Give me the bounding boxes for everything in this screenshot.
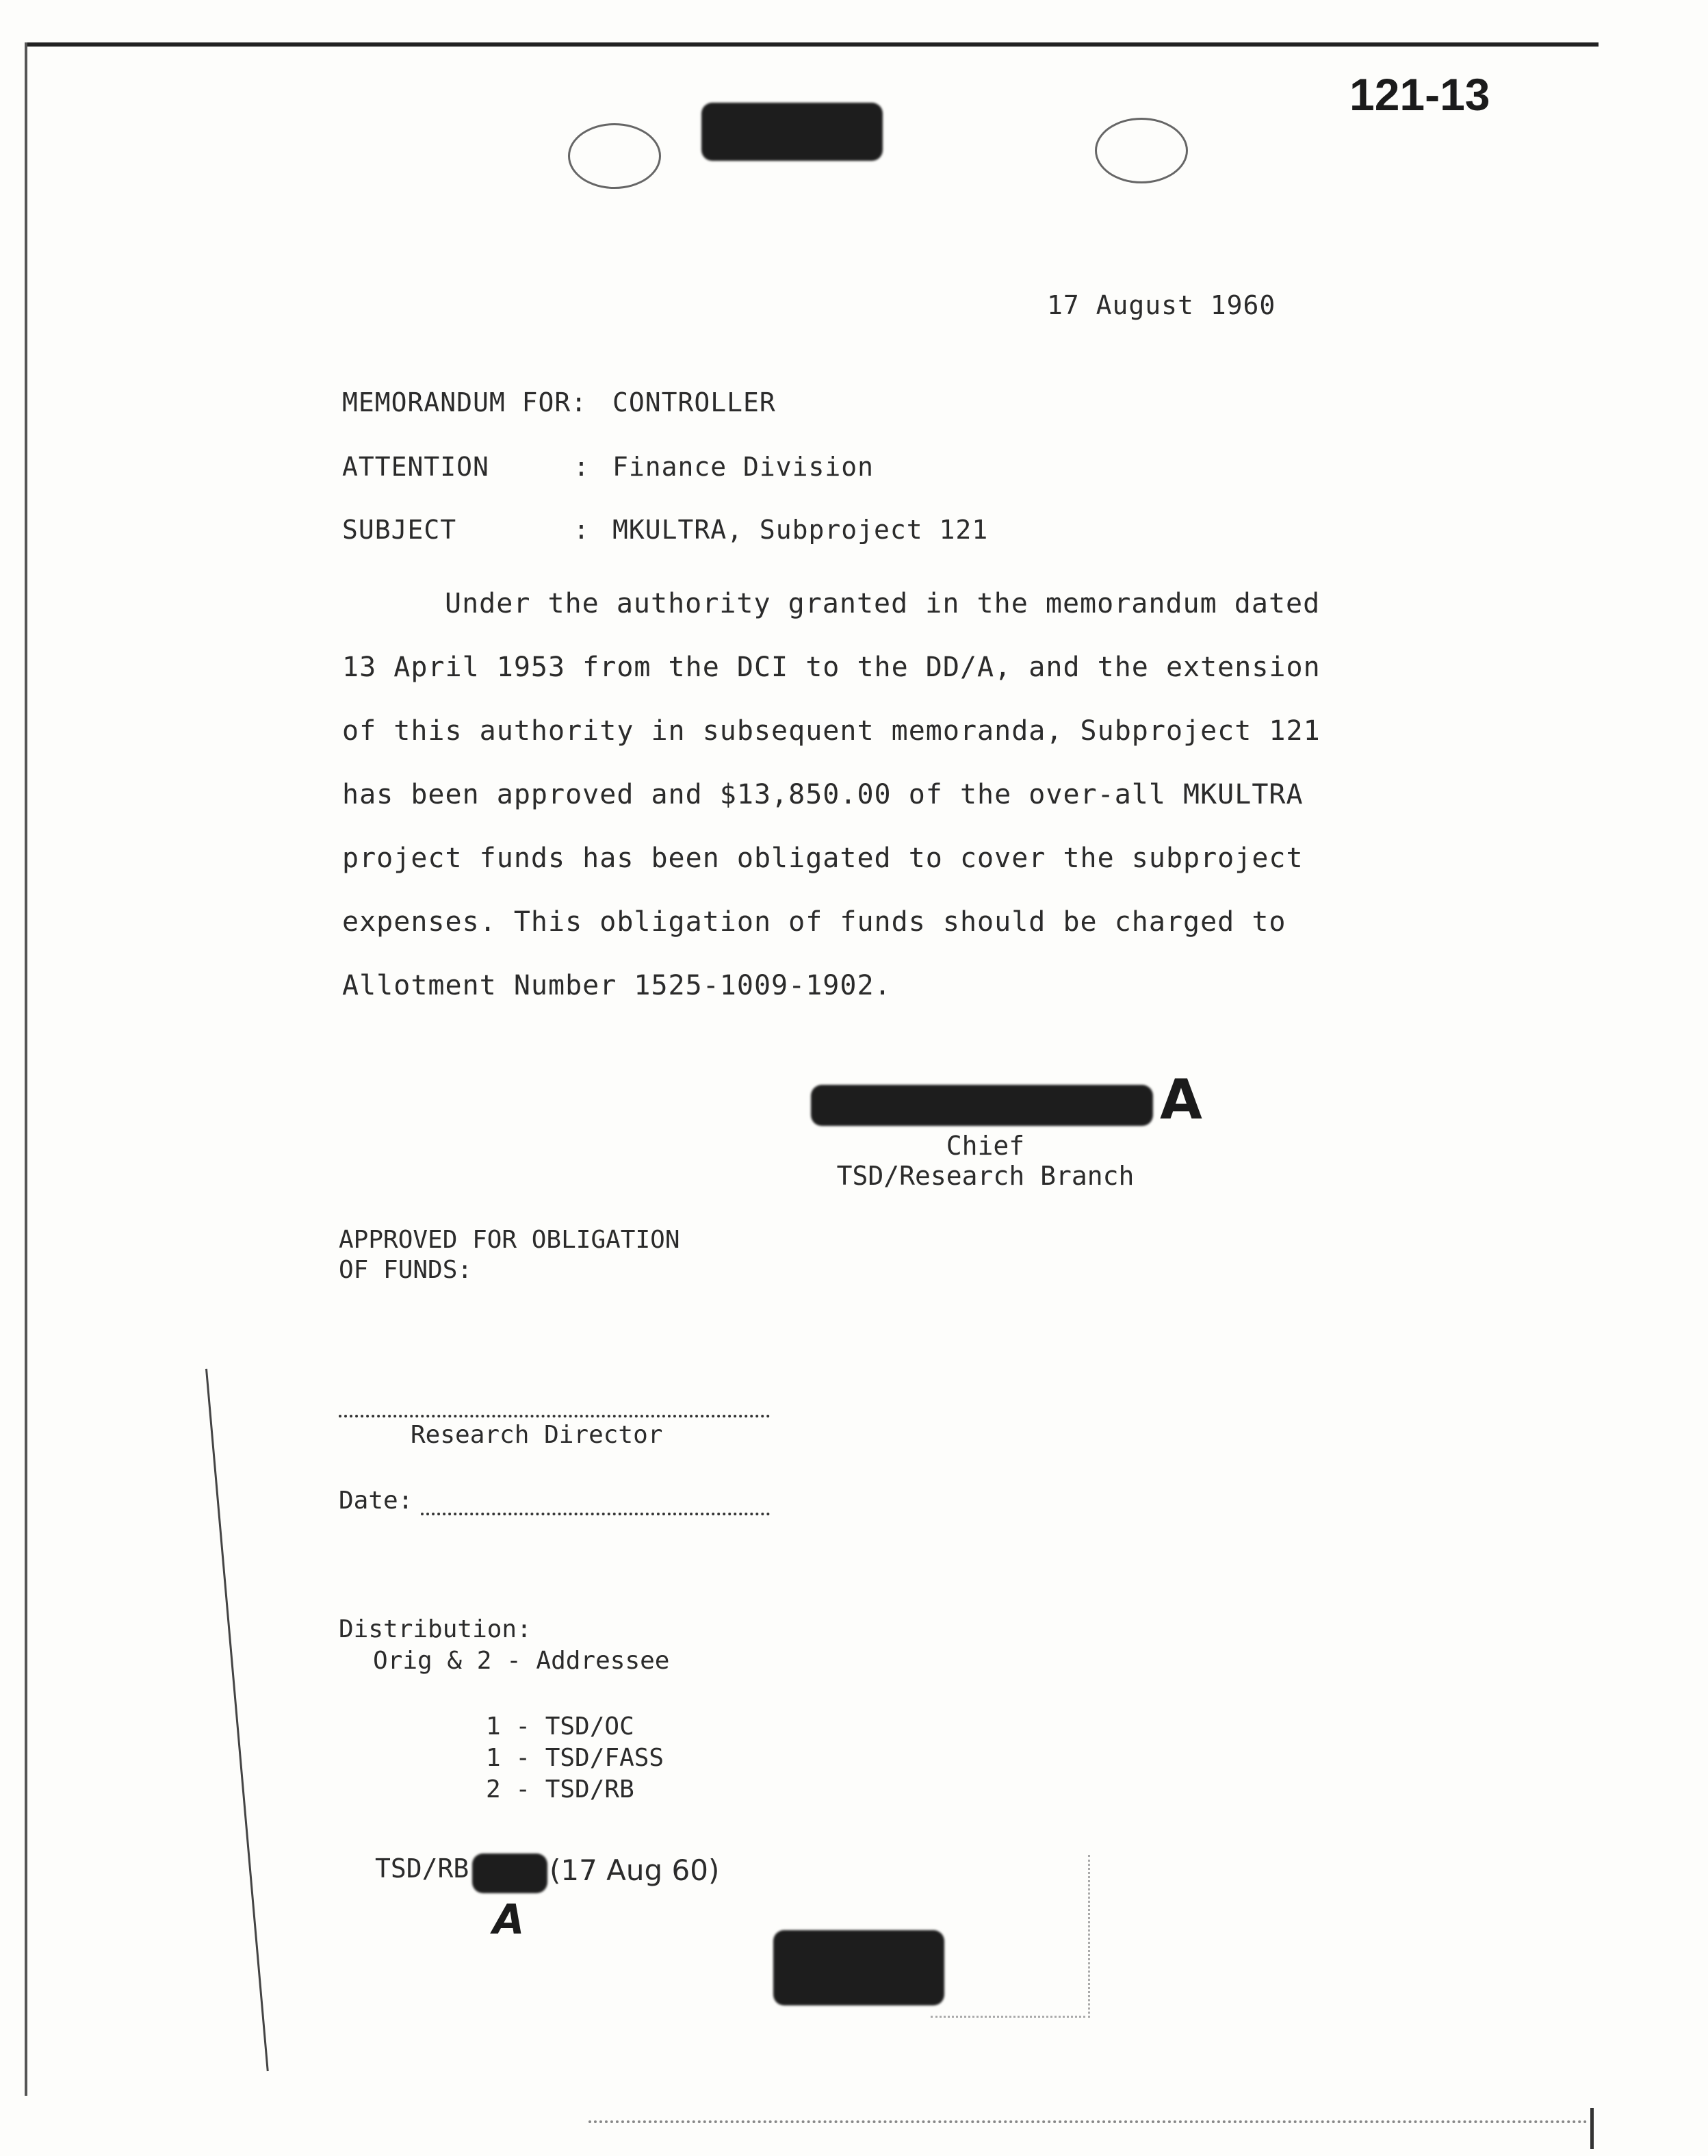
research-director-label: Research Director: [411, 1421, 663, 1449]
distribution-list: [486, 1711, 664, 1806]
approval-line-2: OF FUNDS:: [339, 1256, 473, 1284]
page-edge-left: [25, 42, 27, 2096]
classification-redaction-bottom: [773, 1930, 944, 2005]
classification-redaction-top: [701, 103, 883, 161]
margin-scan-line: [205, 1369, 269, 2071]
signature-redaction: [811, 1085, 1153, 1126]
approval-date-label: Date:: [339, 1487, 413, 1515]
footer-redaction: [472, 1853, 547, 1893]
stamp-circle-right: [1095, 118, 1188, 183]
signature-office: TSD/Research Branch: [836, 1161, 1135, 1191]
distribution-orig: Orig & 2 - Addressee: [373, 1647, 670, 1675]
subject-value: MKULTRA, Subproject 121: [612, 515, 989, 545]
list-item: 2 - TSD/RB: [486, 1775, 634, 1804]
approval-date-line: [421, 1513, 770, 1515]
signature-title: Chief: [946, 1131, 1025, 1161]
handwritten-mark-a-footer: A: [493, 1896, 525, 1944]
attention-colon: :: [573, 452, 589, 482]
right-edge-mark: [1590, 2108, 1594, 2149]
footer-office-ref: TSD/RB: [375, 1853, 469, 1884]
memo-body: Under the authority granted in the memorandum dated 13 April 1953 from the DCI to the DD/A, and the extension of this authority in subsequent memoranda, Subproject 121 has been approved and $13,850.00 of the over-all MKULTRA project funds has been obligated to cover the subproject expenses. This obligation of funds should be charged to Allotment Number 1525-1009-1902.: [342, 588, 1321, 1001]
signature-block: [828, 1131, 1143, 1191]
handwritten-mark-a: A: [1160, 1068, 1202, 1131]
page-edge-top: [25, 42, 1599, 47]
stamp-circle-left: [568, 123, 661, 189]
memo-date: 17 August 1960: [1047, 290, 1276, 320]
list-item: 1 - TSD/FASS: [486, 1744, 664, 1772]
director-signature-line: [339, 1415, 770, 1417]
attention-value: Finance Division: [612, 452, 875, 482]
memo-for-label: MEMORANDUM FOR:: [342, 387, 588, 418]
distribution-block: [339, 1614, 669, 1677]
distribution-title: Distribution:: [339, 1615, 532, 1643]
dotted-frame: [931, 1855, 1090, 2018]
subject-label: SUBJECT: [342, 515, 457, 545]
approval-block: [339, 1225, 680, 1285]
approval-line-1: APPROVED FOR OBLIGATION: [339, 1226, 680, 1254]
list-item: 1 - TSD/OC: [486, 1712, 634, 1741]
subject-colon: :: [573, 515, 589, 545]
attention-label: ATTENTION: [342, 452, 489, 482]
memo-for-value: CONTROLLER: [612, 387, 776, 418]
stamp-number: 121-13: [1349, 69, 1490, 120]
footer-date: (17 Aug 60): [549, 1853, 720, 1887]
page-edge-bottom: [588, 2120, 1588, 2126]
